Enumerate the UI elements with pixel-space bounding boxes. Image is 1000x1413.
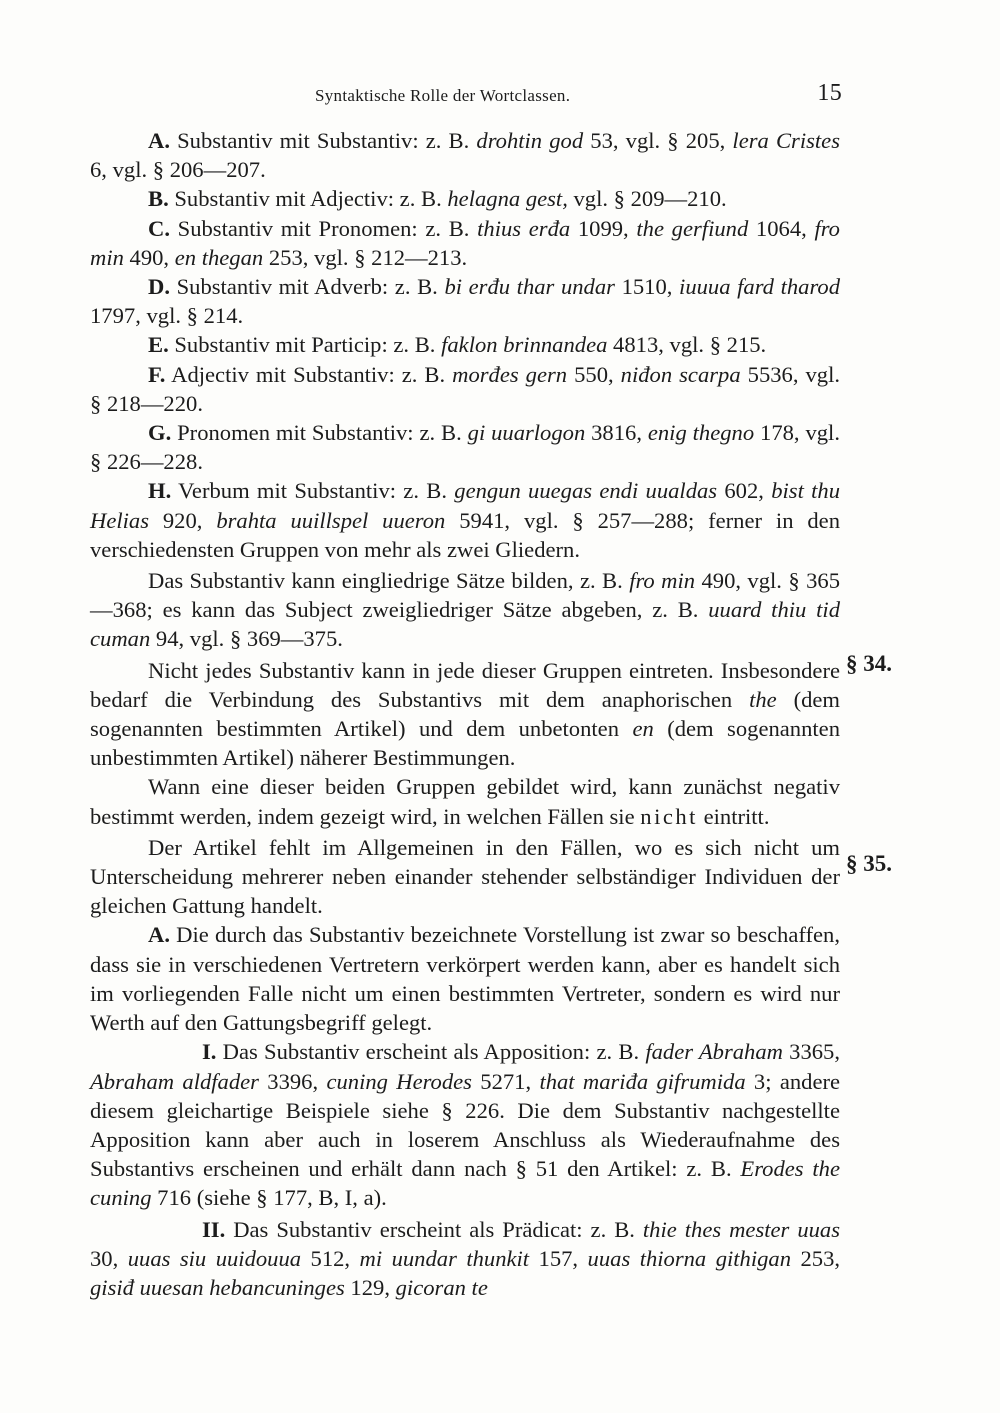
paragraph-section-34: Nicht jedes Substantiv kann in jede dieser Gruppen eintreten. Insbesondere bedarf die Verbindung des Substantivs mit dem anaphorischen the (dem sogenannten bestimmten Artikel) und dem unbetonten en (dem sogenannten unbestimmten Artikel) näherer Bestimmungen.: [90, 657, 840, 771]
group-e: E. Substantiv mit Particip: z. B. faklon brinnandea 4813, vgl. § 215.: [148, 332, 767, 358]
paragraph-negative: Wann eine dieser beiden Gruppen gebildet wird, kann zunächst negativ bestimmt werden, indem gezeigt wird, in welchen Fällen sie nicht eintritt.: [90, 774, 840, 829]
group-d: D. Substantiv mit Adverb: z. B. bi erđu thar undar 1510, iuuua fard tharod 1797, vgl. § 214.: [90, 274, 841, 329]
running-title: Syntaktische Rolle der Wortclassen.: [315, 86, 571, 105]
group-c: C. Substantiv mit Pronomen: z. B. thius erđa 1099, the gerfiund 1064, fro min 490, en thegan 253, vgl. § 212—213.: [90, 215, 840, 270]
group-g: G. Pronomen mit Substantiv: z. B. gi uuarlogon 3816, enig thegno 178, vgl. § 226—228.: [90, 420, 840, 475]
case-i-apposition: I. Das Substantiv erscheint als Apposition: z. B. fader Abraham 3365, Abraham aldfader 3396, cuning Herodes 5271, that mariđa gifrumida 3; andere diesem gleichartige Beispiele siehe § 226. Die dem Substantiv nachgestellte Apposition kann aber auch in loserem Anschluss als Wiederaufnahme des Substantivs erscheinen und erhält dann nach § 51 den Artikel: z. B. Erodes the cuning 716 (siehe § 177, B, I, a).: [90, 1039, 841, 1211]
margin-note-section-35: § 35.: [846, 851, 892, 876]
group-f: F. Adjectiv mit Substantiv: z. B. morđes gern 550, niđon scarpa 5536, vgl. § 218—220.: [90, 361, 841, 416]
body-text: [90, 126, 840, 1302]
group-h: H. Verbum mit Substantiv: z. B. gengun uuegas endi uualdas 602, bist thu Helias 920, brahta uuillspel uueron 5941, vgl. § 257—288; ferner in den verschiedensten Gruppen von mehr als zwei Gliedern.: [90, 478, 841, 562]
page-number: 15: [817, 80, 842, 106]
case-ii-predicate: II. Das Substantiv erscheint als Prädicat: z. B. thie thes mester uuas 30, uuas siu uuidouua 512, mi uundar thunkit 157, uuas thiorna githigan 253, gisiđ uuesan hebancuninges 129, gicoran te: [90, 1216, 841, 1300]
paragraph-sentences: Das Substantiv kann eingliedrige Sätze bilden, z. B. fro min 490, vgl. § 365—368; es kann das Subject zweigliedriger Sätze abgeben, z. B. uuard thiu tid cuman 94, vgl. § 369—375.: [90, 568, 840, 652]
group-a: A. Substantiv mit Substantiv: z. B. drohtin god 53, vgl. § 205, lera Cristes 6, vgl. § 206—207.: [90, 128, 840, 183]
margin-note-section-34: § 34.: [846, 651, 892, 676]
group-b: B. Substantiv mit Adjectiv: z. B. helagna gest, vgl. § 209—210.: [148, 186, 727, 212]
case-a: A. Die durch das Substantiv bezeichnete Vorstellung ist zwar so beschaffen, dass sie in verschiedenen Vertretern verkörpert werden kann, aber es handelt sich im vorliegenden Falle nicht um einen bestimmten Vertreter, sondern es wird nur Werth auf den Gattungsbegriff gelegt.: [90, 922, 840, 1036]
paragraph-section-35: Der Artikel fehlt im Allgemeinen in den Fällen, wo es sich nicht um Unterscheidung mehrerer neben einander stehender selbständiger Individuen der gleichen Gattung handelt.: [90, 834, 840, 919]
